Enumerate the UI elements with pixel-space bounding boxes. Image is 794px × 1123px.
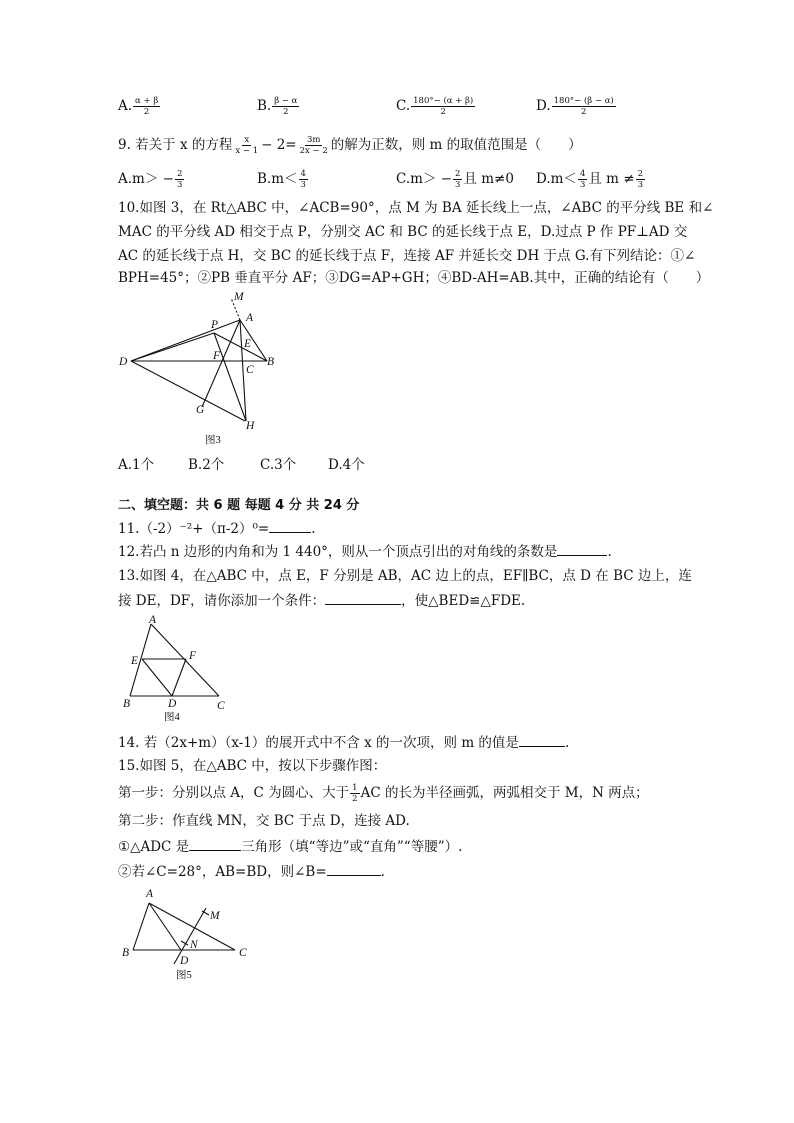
- q8-option-c: C. $\frac{180^\circ- (\alpha + \beta)}{2}$: [396, 96, 474, 117]
- label-b: B: [123, 698, 131, 710]
- answer-blank: [519, 732, 565, 747]
- label-m: M: [210, 910, 220, 922]
- fraction: $\frac{4}{3}$: [579, 169, 586, 190]
- fraction: $\frac{2}{3}$: [176, 169, 183, 190]
- line-ad: [149, 903, 181, 950]
- q10-line-1: 10.如图 3，在 Rt△ABC 中，∠ACB=90°，点 M 为 BA 延长线上一点，∠ABC 的平分线 BE 和∠: [118, 200, 714, 216]
- q11: 11.（-2）⁻²+（π-2）⁰= .: [118, 518, 316, 539]
- q13-line-1: 13.如图 4，在△ABC 中，点 E，F 分别是 AB，AC 边上的点，EF∥BC，点 D 在 BC 边上，连: [118, 568, 692, 584]
- fraction: $\frac{\beta - \alpha}{2}$: [274, 96, 298, 117]
- q10-line-3: AC 的延长线于点 H，交 BC 的延长线于点 F，连接 AF 并延长交 DH 于点 G.有下列结论：①∠: [118, 248, 696, 264]
- q10-line-2: MAC 的平分线 AD 相交于点 P，分别交 AC 和 BC 的延长线于点 E，D.过点 P 作 PF⊥AD 交: [118, 224, 688, 240]
- q8-option-d: D. $\frac{180^\circ- (\beta - \alpha)}{2}$: [536, 96, 614, 117]
- fraction: $\frac{2}{3}$: [637, 169, 643, 190]
- label-h: H: [246, 420, 255, 432]
- line-mn: [174, 908, 206, 964]
- q10-option-c: C.3个: [260, 457, 297, 473]
- label-e: E: [244, 338, 252, 350]
- fraction: $\frac{180^\circ- (\alpha + \beta)}{2}$: [413, 96, 474, 117]
- q15-line-1: 15.如图 5，在△ABC 中，按以下步骤作图：: [118, 758, 387, 774]
- line-dp: [131, 333, 214, 361]
- answer-blank: [327, 861, 381, 876]
- line-ab: [133, 903, 149, 950]
- figure-5: [118, 885, 253, 985]
- q15-step-2: 第二步：作直线 MN，交 BC 于点 D，连接 AD.: [118, 813, 410, 829]
- label-a: A: [146, 888, 154, 900]
- label-m: M: [234, 291, 244, 303]
- q10-option-b: B.2个: [188, 457, 225, 473]
- line-ac: [151, 624, 219, 696]
- label-a: A: [246, 312, 254, 324]
- figure-3: [115, 290, 290, 450]
- label-p: P: [211, 319, 219, 331]
- label-g: G: [196, 404, 205, 416]
- label-e: E: [131, 655, 139, 667]
- line-da: [131, 320, 240, 361]
- label-b: B: [267, 356, 275, 368]
- figure-4: [118, 612, 233, 727]
- q9-stem: 9. 若关于 x 的方程 $\frac{x}{x - 1}$ − 2= $\frac{3m}{2x - 2}$ 的解为正数，则 m 的取值范围是（ ）: [118, 135, 582, 156]
- fraction: $\frac{3m}{2x - 2}$: [299, 135, 328, 156]
- label-a: A: [149, 614, 157, 626]
- q9-option-d: D.m＜ $\frac{4}{3}$ 且 m ≠ $\frac{2}{3}$: [536, 169, 643, 190]
- figure-caption: 图5: [176, 970, 192, 981]
- figure-caption: 图3: [205, 435, 221, 446]
- label-c: C: [217, 700, 225, 712]
- answer-blank: [557, 541, 607, 556]
- q10-option-a: A.1个: [118, 457, 155, 473]
- answer-blank: [325, 590, 401, 605]
- label-b: B: [122, 947, 130, 959]
- q9-option-c: C.m＞ − $\frac{2}{3}$ 且 m≠0: [396, 169, 514, 190]
- label-f: F: [189, 650, 197, 662]
- fraction: $\frac{2}{3}$: [455, 169, 461, 190]
- q8-option-a: A. $\frac{\alpha + \beta}{2}$: [118, 96, 159, 117]
- label-d: D: [168, 698, 177, 710]
- q15-step-1: 第一步：分别以点 A，C 为圆心、大于 $\frac{1}{2}$ AC 的长为半径画弧，两弧相交于 M，N 两点；: [118, 783, 649, 804]
- q8-option-b: B. $\frac{\beta - \alpha}{2}$: [257, 96, 298, 117]
- q12: 12.若凸 n 边形的内角和为 1 440°，则从一个顶点引出的对角线的条数是 .: [118, 541, 612, 562]
- q9-option-a: A.m＞ − $\frac{2}{3}$: [118, 169, 183, 190]
- q15-sub-2: ②若∠C=28°，AB=BD，则∠B= .: [118, 861, 385, 882]
- q10-line-4: BPH=45°；②PB 垂直平分 AF；③DG=AP+GH；④BD-AH=AB.其中，正确的结论有（ ）: [118, 270, 710, 286]
- fraction: $\frac{180^\circ- (\beta - \alpha)}{2}$: [553, 96, 614, 117]
- answer-blank: [189, 836, 241, 851]
- label-c: C: [239, 947, 247, 959]
- fraction: $\frac{\alpha + \beta}{2}$: [135, 96, 159, 117]
- line-ed: [142, 659, 172, 696]
- line-ag: [202, 320, 240, 407]
- q15-sub-1: ①△ADC 是 三角形（填“等边”或“直角”“等腰”）.: [118, 836, 462, 857]
- section-title: 二、填空题：共 6 题 每题 4 分 共 24 分: [118, 498, 360, 513]
- answer-blank: [269, 518, 311, 533]
- q10-option-d: D.4个: [328, 457, 365, 473]
- label-d: D: [119, 356, 128, 368]
- fraction: $\frac{x}{x - 1}$: [235, 135, 259, 156]
- fraction: $\frac{4}{3}$: [300, 169, 306, 190]
- q9-option-b: B.m＜ $\frac{4}{3}$: [257, 169, 306, 190]
- line-fd: [172, 659, 186, 696]
- label-n: N: [190, 939, 198, 951]
- label-f: F: [213, 350, 221, 362]
- q13-line-2: 接 DE，DF，请你添加一个条件： ，使△BED≌△FDE.: [118, 590, 525, 611]
- q14: 14. 若（2x+m）（x-1）的展开式中不含 x 的一次项，则 m 的值是 .: [118, 732, 569, 753]
- fraction: $\frac{1}{2}$: [352, 783, 358, 804]
- figure-caption: 图4: [164, 712, 180, 723]
- label-c: C: [246, 364, 254, 376]
- label-d: D: [180, 955, 189, 967]
